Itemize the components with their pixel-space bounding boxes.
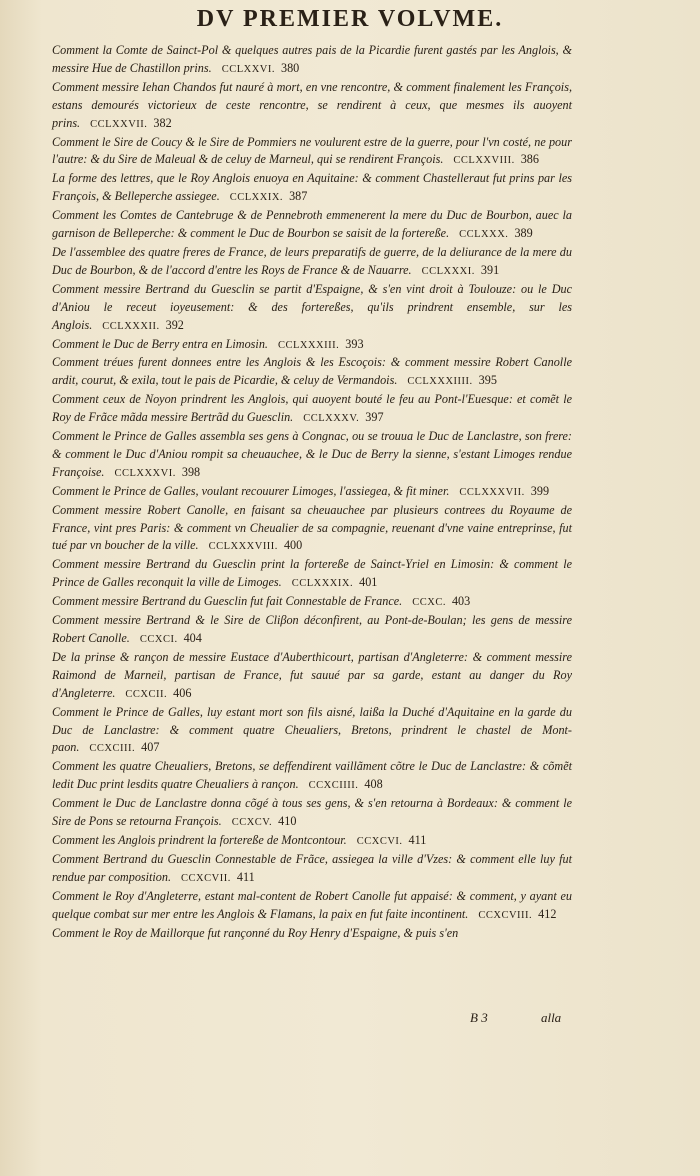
chapter-number: CCLXXVIII. (453, 155, 515, 167)
entry-text: Comment le Sire de Coucy & le Sire de Pommiers ne voulurent estre de la guerre, pour l'vn costé, ne pour l'autre: & du Sire de Maleual & de celuy de Marneul, qui se rendirent François. (52, 134, 572, 167)
toc-entry (52, 207, 572, 244)
entry-text: Comment messire Bertrand du Guesclin print la fortereße de Sainct-Yriel en Limosin: & comment le Prince de Galles reconquit la ville de Limoges. (52, 557, 572, 590)
page-number: 400 (283, 538, 303, 553)
chapter-number: CCLXXXII. (102, 320, 160, 332)
page-number: 406 (173, 685, 192, 700)
page-number: 389 (514, 226, 533, 241)
chapter-number: CCLXXXVIII. (208, 541, 278, 553)
chapter-number: CCLXXXIIII. (407, 376, 473, 388)
toc-entry (52, 391, 572, 428)
catchword: alla (540, 1010, 562, 1025)
entry-text: Comment messire Robert Canolle, en faisant sa cheuauchee par plusieurs contrees du Royaume de France, vint pres Paris: & comment vn Cheualier de sa compagnie, reuenant d'vne vaine entreprinse, fut tué par vn boucher de la ville. (52, 502, 572, 553)
entry-text: Comment ceux de Noyon prindrent les Anglois, qui auoyent bouté le feu au Pont-l'Euesque: et comẽt le Roy de Frãce mãda messire Bertrãd du Guesclin. (52, 392, 572, 425)
chapter-number: CCXC. (412, 597, 446, 609)
entry-text: Comment la Comte de Sainct-Pol & quelques autres pais de la Picardie furent gastés par les Anglois, & messire Hue de Chastillon prins. (52, 43, 572, 75)
toc-entry (52, 336, 572, 355)
toc-entry (52, 42, 572, 79)
page-number: 410 (278, 814, 297, 829)
page-number: 412 (538, 906, 557, 921)
chapter-number: CCXCII. (125, 688, 168, 700)
chapter-number: CCLXXXIX. (291, 578, 354, 590)
chapter-number: CCXCV. (231, 817, 273, 829)
toc-entry (52, 354, 572, 391)
chapter-number: CCXCI. (139, 634, 178, 645)
page-number: 391 (480, 262, 500, 277)
toc-entry (52, 502, 572, 557)
toc-entry (52, 888, 572, 925)
toc-entry (52, 170, 572, 207)
chapter-number: CCLXXVI. (221, 63, 275, 75)
page-number: 403 (451, 594, 471, 609)
entry-text: Comment messire Bertrand & le Sire de Cliβon déconfirent, au Pont-de-Boulan; les gens de messire Robert Canolle. (52, 613, 572, 645)
toc-entry (52, 134, 572, 171)
entry-text: Comment le Roy de Maillorque fut rançonné du Roy Henry d'Espaigne, & puis s'en (52, 925, 459, 940)
toc-entry (52, 795, 572, 832)
chapter-number: CCLXXXVI. (114, 467, 176, 479)
chapter-number: CCLXXXV. (303, 413, 360, 425)
page-number: 382 (153, 115, 172, 130)
page-number: 392 (165, 317, 184, 332)
toc-entry (52, 593, 572, 612)
page-number: 408 (364, 777, 383, 792)
page-number: 399 (530, 483, 550, 498)
page-number: 393 (345, 336, 364, 351)
page-number: 387 (289, 189, 308, 204)
entry-text: Comment le Duc de Lanclastre donna cõgé à tous ses gens, & s'en retourna à Bordeaux: & comment le Sire de Pons se retourna François. (52, 796, 572, 829)
page-number: 411 (408, 832, 427, 847)
toc-entry (52, 704, 572, 759)
chapter-number: CCLXXX. (459, 229, 509, 241)
entry-text: Comment Bertrand du Guesclin Connestable de Frãce, assiegea la ville d'Vzes: & comment elle luy fut rendue par composition. (52, 851, 572, 884)
chapter-number: CCLXXXVII. (459, 486, 525, 498)
chapter-number: CCLXXVII. (90, 118, 148, 130)
chapter-number: CCXCVIII. (478, 909, 533, 921)
page-number: 386 (520, 152, 539, 167)
page-footer (470, 1010, 561, 1026)
toc-entry (52, 556, 572, 593)
chapter-number: CCLXXXI. (421, 265, 475, 277)
toc-entry (52, 281, 572, 336)
toc-entry (52, 758, 572, 795)
page-number: 397 (365, 410, 384, 425)
page-number: 407 (141, 740, 160, 755)
entry-text: Comment les quatre Cheualiers, Bretons, se deffendirent vaillãment cõtre le Duc de Lanclastre: & cõmẽt ledit Duc print lesdits quatre Cheualiers à rançon. (52, 759, 572, 792)
page-number: 395 (478, 373, 497, 388)
toc-entry (52, 483, 572, 502)
toc-entry (52, 612, 572, 649)
toc-entry (52, 925, 572, 943)
toc-entry (52, 79, 572, 134)
chapter-number: CCXCIIII. (308, 780, 359, 792)
toc-entry (52, 244, 572, 281)
entry-text: Comment les Comtes de Cantebruge & de Pennebroth emmenerent la mere du Duc de Bourbon, auec la garnison de Belleperche: & comment le Duc de Bourbon se saisit de la fortereße. (52, 208, 572, 241)
table-of-contents (52, 42, 572, 942)
entry-text: Comment messire Bertrand du Guesclin se partit d'Espaigne, & s'en vint droit à Toulouze: ou le Duc d'Aniou le receut ioyeusement: & des fortereßes, qu'ils prindrent ensemble, sur les Anglois. (52, 281, 572, 332)
toc-entry (52, 832, 572, 851)
chapter-number: CCXCVI. (356, 835, 403, 847)
entry-text: Comment le Prince de Galles assembla ses gens à Congnac, ou se trouua le Duc de Lanclastre, son frere: & comment le Duc d'Aniou rompit sa cheuauchee, & le Duc de Berry la sienne, s'estant Limoges rendue Françoise. (52, 429, 572, 479)
toc-entry (52, 649, 572, 704)
entry-text: Comment les Anglois prindrent la fortereße de Montcontour. (52, 832, 347, 847)
running-head: DV PREMIER VOLVME. (196, 6, 504, 32)
page-number: 404 (183, 631, 202, 645)
entry-text: De la prinse & rançon de messire Eustace d'Auberthicourt, partisan d'Angleterre: & comment messire Raimond de Marneil, partisan de France, fut sauué par sa garde, estant au danger du Roy d'Angleterre. (52, 649, 572, 700)
page-number: 398 (181, 464, 201, 479)
entry-text: Comment le Roy d'Angleterre, estant mal-content de Robert Canolle fut appaisé: & comment, y ayant eu quelque combat sur mer entre les Anglois & Flamans, la paix en fut faite incontinent. (52, 888, 572, 921)
entry-text: Comment le Duc de Berry entra en Limosin. (52, 336, 268, 351)
entry-text: De l'assemblee des quatre freres de France, de leurs preparatifs de guerre, de la deliurance de la mere du Duc de Bourbon, & de l'accord d'entre les Roys de France & de Nauarre. (52, 244, 572, 277)
entry-text: Comment le Prince de Galles, luy estant mort son fils aisné, laißa la Duché d'Aquitaine en la garde du Duc de Lanclastre: & comment quatre Cheualiers, Bretons, prindrent le chastel de Mont-paon. (52, 704, 572, 755)
entry-text: La forme des lettres, que le Roy Anglois enuoya en Aquitaine: & comment Chastelleraut fut prins par les François, & Belleperche assiegee. (52, 171, 572, 204)
entry-text: Comment messire Iehan Chandos fut nauré à mort, en vne rencontre, & comment finalement les François, estans demourés victorieux de ceste rencontre, se rendirent à ceux, que mesmes ils auoyent prins. (52, 79, 572, 130)
toc-entry (52, 851, 572, 888)
entry-text: Comment messire Bertrand du Guesclin fut fait Connestable de France. (52, 594, 403, 609)
signature-mark: B 3 (470, 1010, 488, 1025)
page-number: 401 (359, 575, 378, 590)
chapter-number: CCLXXXIII. (277, 339, 340, 351)
entry-text: Comment le Prince de Galles, voulant recouurer Limoges, l'assiegea, & fit miner. (52, 483, 450, 498)
chapter-number: CCXCIII. (89, 743, 136, 755)
chapter-number: CCLXXIX. (229, 192, 284, 204)
page-number: 380 (280, 60, 300, 75)
toc-entry (52, 428, 572, 483)
chapter-number: CCXCVII. (181, 872, 231, 884)
page-number: 411 (236, 869, 255, 884)
entry-text: Comment tréues furent donnees entre les Anglois & les Escoçois: & comment messire Robert Canolle ardit, courut, & exila, tout le pais de Picardie, & celuy de Vermandois. (52, 355, 572, 388)
